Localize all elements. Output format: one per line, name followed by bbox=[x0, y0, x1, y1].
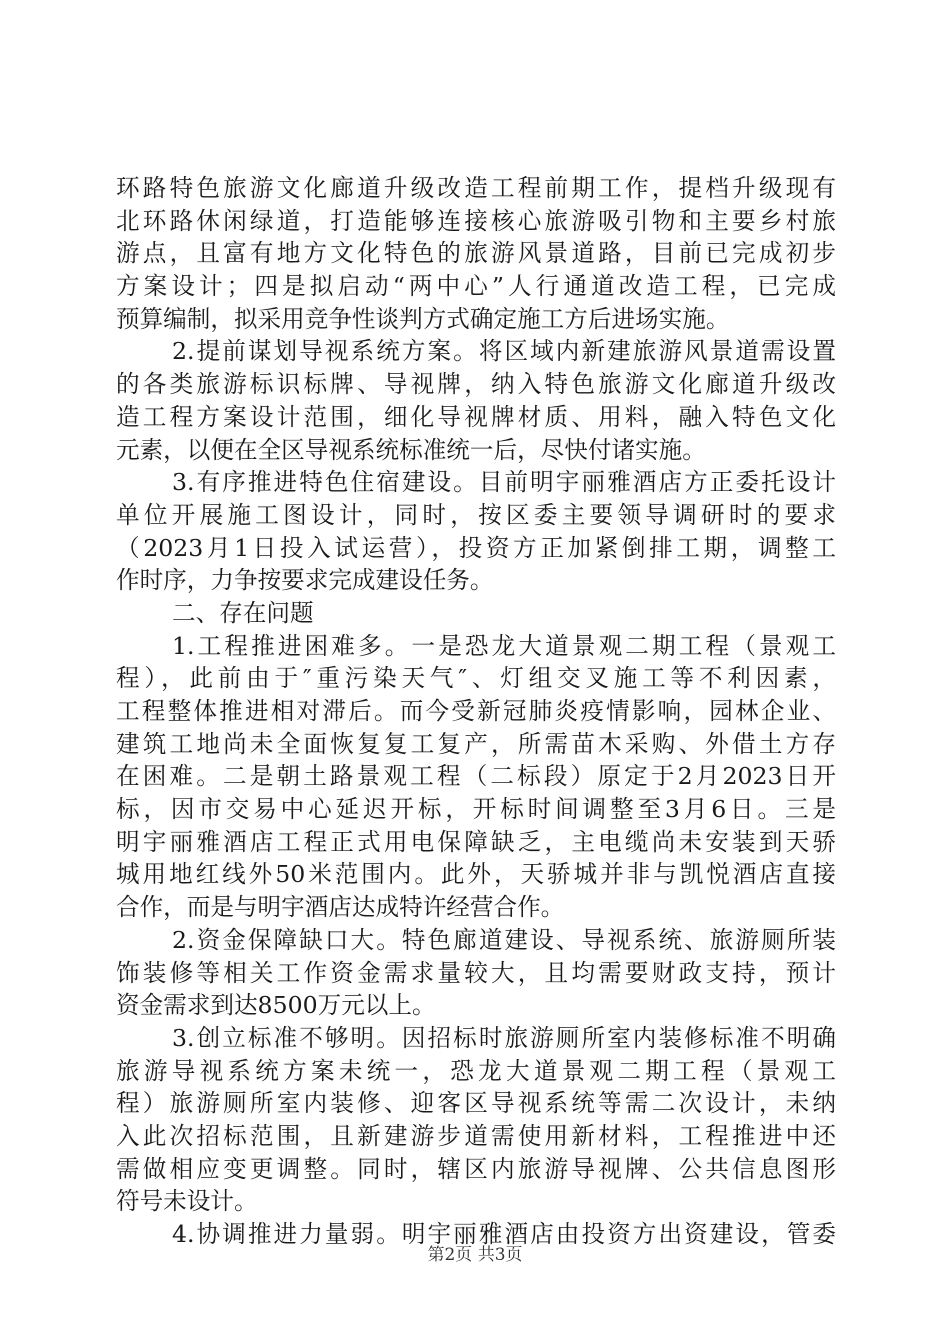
body-text bbox=[116, 172, 836, 1251]
text-line: 北环路休闲绿道，打造能够连接核心旅游吸引物和主要乡村旅 bbox=[116, 206, 836, 235]
section-heading-line: 3.创立标准不够明。因招标时旅游厕所室内装修标准不明确 bbox=[172, 1023, 836, 1052]
text-line: 明宇丽雅酒店工程正式用电保障缺乏，主电缆尚未安装到天骄 bbox=[116, 827, 836, 856]
text-line: 游点，且富有地方文化特色的旅游风景道路，目前已完成初步 bbox=[116, 239, 836, 268]
text-line: 环路特色旅游文化廊道升级改造工程前期工作，提档升级现有 bbox=[116, 174, 836, 202]
text-line: 程），此前由于″重污染天气″、灯组交叉施工等不利因素， bbox=[116, 664, 836, 693]
text-line: 造工程方案设计范围，细化导视牌材质、用料，融入特色文化 bbox=[116, 402, 836, 431]
text-line: 入此次招标范围，且新建游步道需使用新材料，工程推进中还 bbox=[116, 1121, 836, 1150]
text-line: 工程整体推进相对滞后。而今受新冠肺炎疫情影响，园林企业、 bbox=[116, 697, 836, 725]
page-number-footer: 第2页 共3页 bbox=[427, 1245, 523, 1265]
text-line: 预算编制，拟采用竞争性谈判方式确定施工方后进场实施。 bbox=[116, 304, 730, 333]
section-heading-line: 3.有序推进特色住宿建设。目前明宇丽雅酒店方正委托设计 bbox=[172, 468, 836, 497]
text-line: 建筑工地尚未全面恢复复工复产，所需苗木采购、外借土方存 bbox=[116, 729, 836, 758]
section-heading-line: 2.资金保障缺口大。特色廊道建设、导视系统、旅游厕所装 bbox=[172, 925, 836, 954]
text-line: 程）旅游厕所室内装修、迎客区导视系统等需二次设计，未纳 bbox=[116, 1089, 836, 1118]
text-line: 饰装修等相关工作资金需求量较大，且均需要财政支持，预计 bbox=[116, 958, 836, 987]
section-title: 二、存在问题 bbox=[172, 598, 314, 627]
text-line: 旅游导视系统方案未统一，恐龙大道景观二期工程（景观工 bbox=[116, 1056, 836, 1085]
text-line: 城用地红线外50米范围内。此外，天骄城并非与凯悦酒店直接 bbox=[116, 860, 836, 889]
text-line: 元素，以便在全区导视系统标准统一后，尽快付诸实施。 bbox=[116, 435, 706, 464]
text-line: 合作，而是与明宇酒店达成特许经营合作。 bbox=[116, 893, 565, 922]
text-line: 需做相应变更调整。同时，辖区内旅游导视牌、公共信息图形 bbox=[116, 1154, 836, 1183]
text-line: 资金需求到达8500万元以上。 bbox=[116, 991, 436, 1020]
text-line: 的各类旅游标识标牌、导视牌，纳入特色旅游文化廊道升级改 bbox=[116, 370, 836, 399]
section-heading-line: 4.协调推进力量弱。明宇丽雅酒店由投资方出资建设，管委 bbox=[172, 1220, 836, 1248]
section-heading-line: 2.提前谋划导视系统方案。将区域内新建旅游风景道需设置 bbox=[172, 337, 836, 366]
section-heading-line: 1.工程推进困难多。一是恐龙大道景观二期工程（景观工 bbox=[172, 631, 836, 660]
text-line: 方案设计；四是拟启动“两中心”人行通道改造工程，已完成 bbox=[116, 272, 836, 301]
text-line: 标，因市交易中心延迟开标，开标时间调整至3月6日。三是 bbox=[116, 795, 836, 824]
text-line: 单位开展施工图设计，同时，按区委主要领导调研时的要求 bbox=[116, 500, 836, 529]
text-line: 在困难。二是朝土路景观工程（二标段）原定于2月2023日开 bbox=[116, 762, 836, 791]
text-line: 符号未设计。 bbox=[116, 1187, 258, 1216]
text-line: 作时序，力争按要求完成建设任务。 bbox=[116, 566, 494, 595]
text-line: （2023月1日投入试运营），投资方正加紧倒排工期，调整工 bbox=[116, 533, 836, 562]
